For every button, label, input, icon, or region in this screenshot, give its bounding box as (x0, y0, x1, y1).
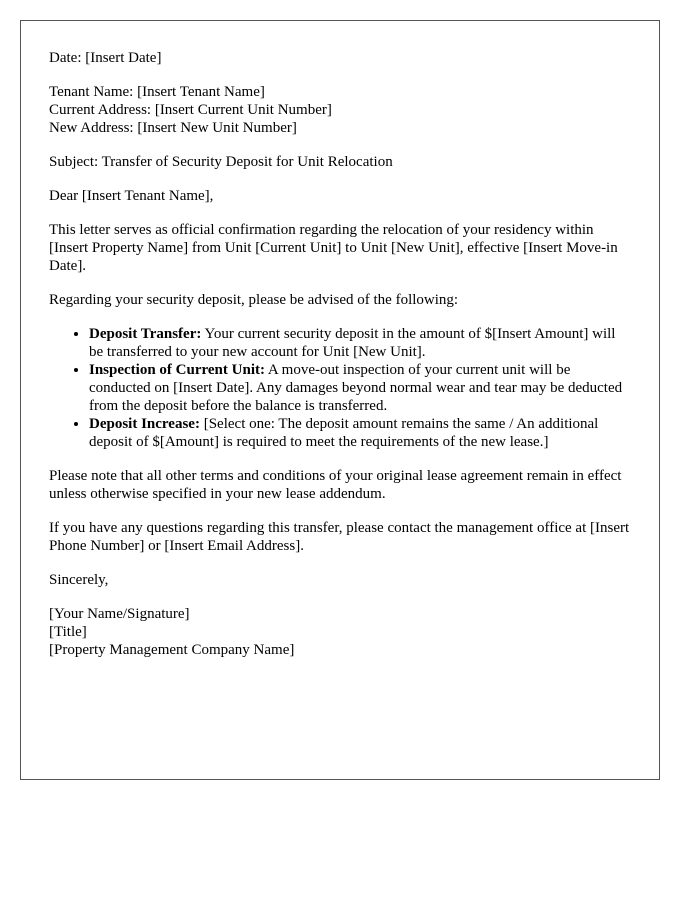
intro-paragraph: This letter serves as official confirmation regarding the relocation of your residency within [Insert Property Name] from Unit [Current Unit] to Unit [New Unit], effective [Insert Move-in Date]. (49, 222, 618, 274)
signature-company: [Property Management Company Name] (49, 642, 295, 658)
point-text: Your current security deposit in the amount of $[Insert Amount] will be transferred to your new account for Unit [New Unit]. (89, 326, 616, 360)
point-term: Deposit Increase: (89, 416, 200, 432)
date-line: Date: [Insert Date] (49, 50, 162, 66)
letter (20, 20, 660, 780)
point-term: Deposit Transfer: (89, 326, 202, 342)
point-text: A move-out inspection of your current unit will be conducted on [Insert Date]. Any damages beyond normal wear and tear may be deducted from the deposit before the balance is transferred. (89, 362, 623, 414)
terms-paragraph: Please note that all other terms and conditions of your original lease agreement remain in effect unless otherwise specified in your new lease addendum. (49, 468, 622, 502)
new-address: New Address: [Insert New Unit Number] (49, 120, 297, 136)
point-term: Inspection of Current Unit: (89, 362, 265, 378)
contact-paragraph: If you have any questions regarding this transfer, please contact the management office at [Insert Phone Number] or [Insert Email Address]. (49, 520, 630, 554)
subject-line: Subject: Transfer of Security Deposit for Unit Relocation (49, 154, 393, 170)
list-item-deposit-increase (89, 415, 631, 451)
tenant-name: Tenant Name: [Insert Tenant Name] (49, 84, 265, 100)
closing: Sincerely, (49, 572, 109, 588)
signature-block (49, 605, 631, 659)
list-item-deposit-transfer (89, 325, 631, 361)
list-item-inspection (89, 361, 631, 415)
signature-name: [Your Name/Signature] (49, 606, 190, 622)
point-text: [Select one: The deposit amount remains the same / An additional deposit of $[Amount] is required to meet the requirements of the new lease.] (89, 416, 599, 450)
deposit-points-list (49, 325, 631, 451)
salutation: Dear [Insert Tenant Name], (49, 188, 214, 204)
current-address: Current Address: [Insert Current Unit Number] (49, 102, 332, 118)
deposit-lead: Regarding your security deposit, please be advised of the following: (49, 292, 459, 308)
recipient-block (49, 83, 631, 137)
signature-title: [Title] (49, 624, 87, 640)
